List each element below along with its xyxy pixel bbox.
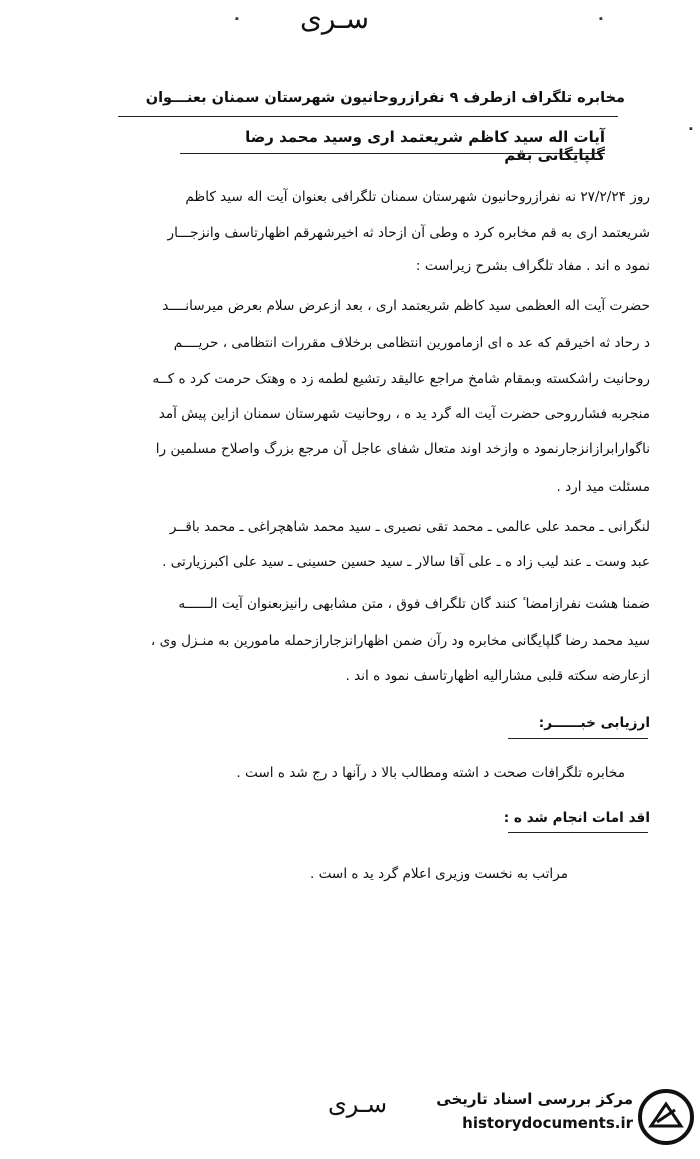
assessment-heading: ارزیابی خبــــــر:: [538, 715, 650, 731]
classification-footer: سـری: [328, 1090, 388, 1118]
title-underline: [118, 116, 618, 117]
stray-mark: ٠: [596, 8, 606, 27]
archive-logo-icon: [637, 1088, 695, 1146]
archive-name: مرکز بررسی اسناد تاریخی: [436, 1090, 633, 1108]
body-line: ضمنا هشت نفرازامضا ٔ کنند گان تلگراف فوق ، متن مشابهی رانیزبعنوان آیت الــــــه: [178, 596, 650, 612]
stray-mark: ٠: [686, 118, 696, 137]
assessment-text: مخابره تلگرافات صحت د اشته ومطالب بالا د رآنها د رج شد ه است .: [236, 765, 625, 781]
stray-mark: ٠: [232, 8, 242, 27]
body-line: ازعارضه سکته قلبی مشارالیه اظهارتاسف نمود ه اند .: [345, 668, 650, 684]
signatories-line: عبد وست ـ عند لیب زاد ه ـ علی آقا سالار ـ سید حسین حسینی ـ سید علی اکبرزیارتی .: [162, 554, 650, 570]
body-line: روز ۲۷/۲/۲۴ نه نفرازروحانیون شهرستان سمنان تلگرافی بعنوان آیت اله سید کاظم: [185, 189, 650, 205]
actions-text: مراتب به نخست وزیری اعلام گرد ید ه است .: [309, 866, 568, 882]
body-line: شریعتمد اری به قم مخابره کرد ه وطی آن ازحاد ثه اخیرشهرقم اظهارتاسف وانزجـــار: [167, 225, 650, 241]
heading-underline: [508, 738, 648, 739]
title-line-1: مخابره تلگراف ازطرف ۹ نفرازروحانیون شهرستان سمنان بعنـــوان: [145, 90, 625, 106]
heading-underline: [508, 832, 648, 833]
signatories-line: لنگرانی ـ محمد علی عالمی ـ محمد تقی نصیری ـ سید محمد شاهچراغی ـ محمد باقــر: [169, 519, 650, 535]
body-line: نمود ه اند . مفاد تلگراف بشرح زیراست :: [415, 258, 650, 274]
actions-heading: اقد امات انجام شد ه :: [503, 810, 650, 826]
body-line: منجربه فشارروحی حضرت آیت اله گرد ید ه ، روحانیت شهرستان سمنان ازاین پیش آمد: [158, 406, 650, 422]
classification-header: سـری: [300, 2, 370, 35]
title-underline: [180, 153, 605, 154]
body-line: ناگوارابرازانزجارنمود ه وازخد اوند متعال شفای عاجل آن مرجع بزرگ واصلاح مسلمین را: [155, 441, 650, 457]
body-line: حضرت آیت اله العظمی سید کاظم شریعتمد اری ، بعد ازعرض سلام بعرض میرسانــــد: [162, 298, 650, 314]
title-line-2: آیات اله سید کاظم شریعتمد اری وسید محمد رضا گلپایگانی بقم: [245, 128, 605, 164]
body-line: مسئلت مید ارد .: [556, 479, 650, 495]
body-line: سید محمد رضا گلپایگانی مخابره ود رآن ضمن اظهارانزجارازحمله مامورین به منـزل وی ،: [150, 633, 650, 649]
archive-url: historydocuments.ir: [462, 1114, 633, 1132]
body-line: د رحاد ثه اخیرقم که عد ه ای ازمامورین انتظامی برخلاف مقررات انتظامی ، حریــــم: [173, 335, 650, 351]
archive-watermark: [430, 1088, 695, 1150]
body-line: روحانیت راشکسته وبمقام شامخ مراجع عالیقد رتشیع لطمه زد ه وهتک حرمت کرد ه کــه: [152, 371, 650, 387]
